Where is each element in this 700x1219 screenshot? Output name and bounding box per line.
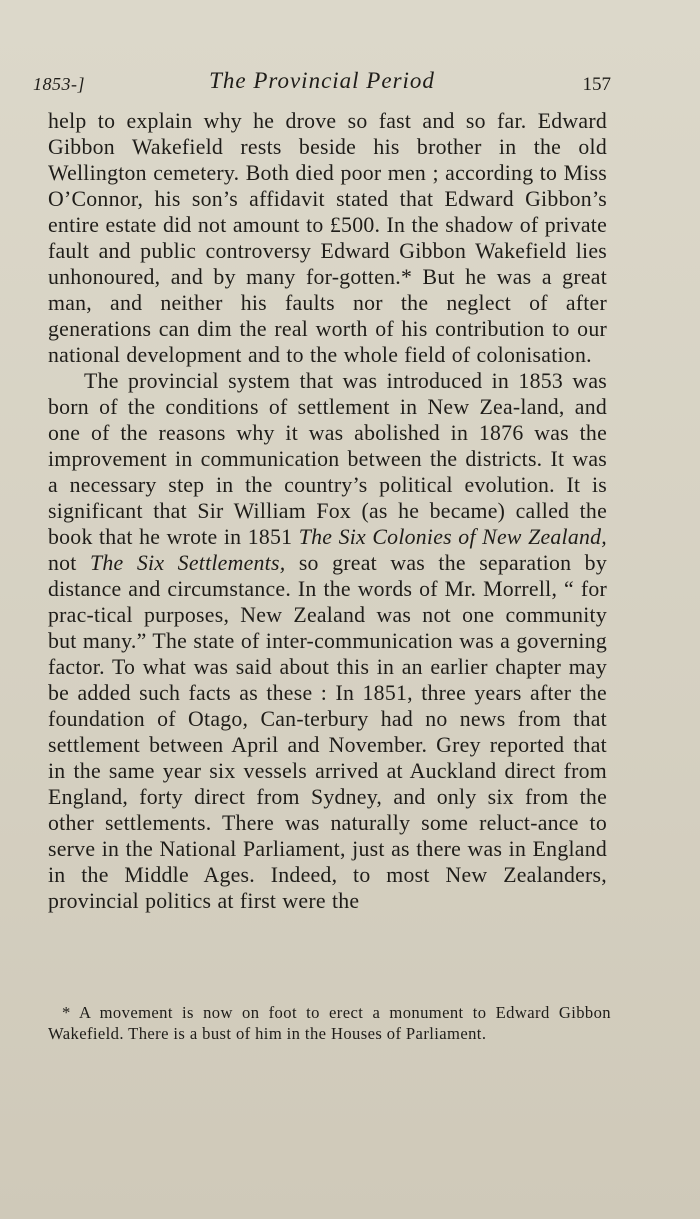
running-head-title: The Provincial Period <box>209 68 435 93</box>
paragraph-2-part-3: so great was the separation by distance and circumstance. In the words of Mr. Morrell, “ for prac-tical purposes, New Zealand was not one community but many.” The state of inter-communication was a governing factor. To what was said about this in an earlier chapter may be added such facts as these : In 1851, three years after the foundation of Otago, Can-terbury had no news from that settlement between April and November. Grey reported that in the same year six vessels arrived at Auckland direct from England, forty direct from Sydney, and only six from the other settlements. There was naturally some reluct-ance to serve in the National Parliament, just as there was in England in the Middle Ages. Indeed, to most New Zealanders, provincial politics at first were the <box>48 551 607 913</box>
running-head <box>33 68 611 98</box>
body-text <box>48 108 607 914</box>
running-head-date: 1853-] <box>33 74 85 94</box>
paragraph-2 <box>48 368 607 914</box>
paragraph-2-part-2: not <box>48 551 91 575</box>
book-title-six-colonies: The Six Colonies of New Zealand, <box>298 525 607 549</box>
footnote-text: * A movement is now on foot to erect a monument to Edward Gibbon Wakefield. There is a bust of him in the Houses of Parliament. <box>48 1003 611 1043</box>
paragraph-2-part-1: The provincial system that was introduced in 1853 was born of the conditions of settlement in New Zea-land, and one of the reasons why it was abolished in 1876 was the improvement in communication between the districts. It was a necessary step in the country’s political evolution. It is significant that Sir William Fox (as he became) called the book that he wrote in 1851 <box>48 369 607 549</box>
page-number: 157 <box>582 74 611 95</box>
footnote <box>48 1002 611 1044</box>
paragraph-1: help to explain why he drove so fast and so far. Edward Gibbon Wakefield rests beside his brother in the old Wellington cemetery. Both died poor men ; according to Miss O’Connor, his son’s affidavit stated that Edward Gibbon’s entire estate did not amount to £500. In the shadow of private fault and public controversy Edward Gibbon Wakefield lies unhonoured, and by many for-gotten.* But he was a great man, and neither his faults nor the neglect of after generations can dim the real worth of his contribution to our national development and to the whole field of colonisation. <box>48 109 607 367</box>
book-title-six-settlements: The Six Settlements, <box>90 551 286 575</box>
